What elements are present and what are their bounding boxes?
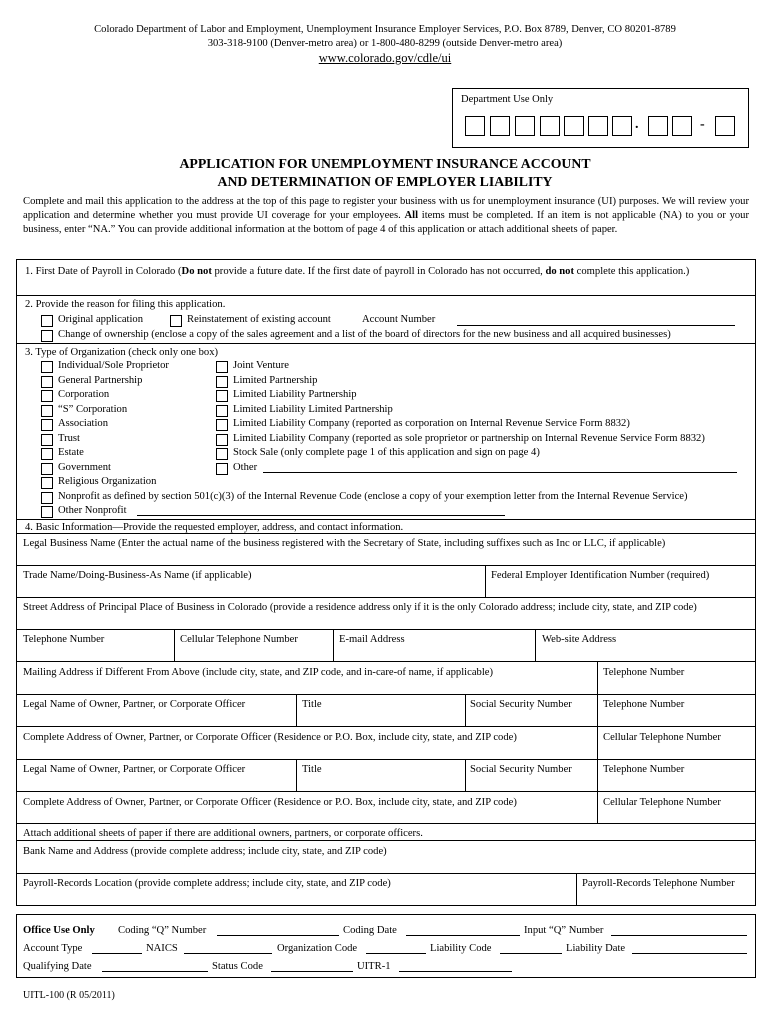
section3-heading: 3. Type of Organization (check only one box) xyxy=(25,347,219,358)
nonprofit-label: Nonprofit as defined by section 501(c)(3) of the Internal Revenue Code (enclose a copy of your exemption letter from the Internal Revenue Service) xyxy=(58,491,688,502)
account-type-label: Account Type xyxy=(23,943,83,954)
org-type-label: Corporation xyxy=(58,389,110,400)
dept-dash: - xyxy=(700,117,705,132)
org-type-checkbox[interactable] xyxy=(216,361,228,373)
owner2-address-field[interactable]: Complete Address of Owner, Partner, or Corporate Officer (Residence or P.O. Box, include city, state, and ZIP code) xyxy=(23,797,517,808)
account-type-field[interactable] xyxy=(92,943,142,954)
department-use-label: Department Use Only xyxy=(461,94,554,105)
org-type-checkbox[interactable] xyxy=(41,361,53,373)
bank-field[interactable]: Bank Name and Address (provide complete address; include city, state, and ZIP code) xyxy=(23,846,387,857)
department-use-box xyxy=(452,88,749,148)
agency-address: Colorado Department of Labor and Employment, Unemployment Insurance Employer Services, P.O. Box 8789, Denver, CO 80201-8789 xyxy=(94,24,676,35)
owner1-name-field[interactable]: Legal Name of Owner, Partner, or Corporate Officer xyxy=(23,699,246,710)
original-application-label: Original application xyxy=(58,314,144,325)
input-q-label: Input “Q” Number xyxy=(524,925,604,936)
org-type-label: Stock Sale (only complete page 1 of this application and sign on page 4) xyxy=(233,447,540,458)
org-type-label: Limited Liability Company (reported as corporation on Internal Revenue Service Form 8832) xyxy=(233,418,630,429)
naics-field[interactable] xyxy=(184,943,272,954)
owner1-address-field[interactable]: Complete Address of Owner, Partner, or Corporate Officer (Residence or P.O. Box, include city, state, and ZIP code) xyxy=(23,732,517,743)
agency-phones: 303-318-9100 (Denver-metro area) or 1-800-480-8299 (outside Denver-metro area) xyxy=(207,38,563,49)
liability-code-label: Liability Code xyxy=(430,943,492,954)
dept-digit-box xyxy=(715,116,735,136)
office-use-box xyxy=(16,914,756,978)
org-type-checkbox[interactable] xyxy=(41,463,53,475)
dept-digit-box xyxy=(588,116,608,136)
account-number-field[interactable] xyxy=(457,315,735,326)
liability-code-field[interactable] xyxy=(500,943,562,954)
dept-digit-box xyxy=(490,116,510,136)
org-code-field[interactable] xyxy=(366,943,426,954)
original-application-checkbox[interactable] xyxy=(41,315,53,327)
form-title-line1: APPLICATION FOR UNEMPLOYMENT INSURANCE ACCOUNT xyxy=(179,156,591,171)
liability-date-field[interactable] xyxy=(632,943,747,954)
org-type-checkbox[interactable] xyxy=(216,405,228,417)
status-code-label: Status Code xyxy=(212,961,263,972)
agency-website-link[interactable]: www.colorado.gov/cdle/ui xyxy=(318,51,452,65)
application-form xyxy=(16,259,756,906)
owner2-phone-field[interactable]: Telephone Number xyxy=(603,764,685,775)
attach-sheets-note: Attach additional sheets of paper if there are additional owners, partners, or corporate officers. xyxy=(23,828,423,839)
input-q-field[interactable] xyxy=(611,925,747,936)
org-type-label: Government xyxy=(58,462,111,473)
dept-digit-box xyxy=(465,116,485,136)
website-field[interactable]: Web-site Address xyxy=(542,634,617,645)
qualifying-date-field[interactable] xyxy=(102,961,208,972)
account-number-label: Account Number xyxy=(362,314,436,325)
trade-name-field[interactable]: Trade Name/Doing-Business-As Name (if applicable) xyxy=(23,570,252,581)
org-type-checkbox[interactable] xyxy=(41,477,53,489)
section2-heading: 2. Provide the reason for filing this application. xyxy=(25,299,226,310)
org-type-checkbox[interactable] xyxy=(41,376,53,388)
other-nonprofit-field[interactable] xyxy=(137,505,505,516)
reinstatement-label: Reinstatement of existing account xyxy=(187,314,331,325)
org-type-checkbox[interactable] xyxy=(216,434,228,446)
org-type-checkbox[interactable] xyxy=(41,405,53,417)
owner1-title-field[interactable]: Title xyxy=(302,699,322,710)
status-code-field[interactable] xyxy=(271,961,353,972)
org-type-label: Other xyxy=(233,462,258,473)
org-type-checkbox[interactable] xyxy=(216,376,228,388)
org-type-checkbox[interactable] xyxy=(216,463,228,475)
coding-date-field[interactable] xyxy=(406,925,520,936)
fein-field[interactable]: Federal Employer Identification Number (required) xyxy=(491,570,710,581)
org-type-checkbox[interactable] xyxy=(41,434,53,446)
dept-digit-box xyxy=(564,116,584,136)
owner1-phone-field[interactable]: Telephone Number xyxy=(603,699,685,710)
dept-digit-box xyxy=(540,116,560,136)
mailing-address-field[interactable]: Mailing Address if Different From Above (include city, state, and ZIP code, and in-care-of name, if applicable) xyxy=(23,667,493,678)
org-type-checkbox[interactable] xyxy=(41,419,53,431)
change-ownership-checkbox[interactable] xyxy=(41,330,53,342)
org-type-checkbox[interactable] xyxy=(216,419,228,431)
owner2-cell-field[interactable]: Cellular Telephone Number xyxy=(603,797,721,808)
reinstatement-checkbox[interactable] xyxy=(170,315,182,327)
org-type-checkbox[interactable] xyxy=(216,448,228,460)
org-type-label: Association xyxy=(58,418,109,429)
org-type-label: Limited Liability Limited Partnership xyxy=(233,404,393,415)
org-type-label: Limited Liability Company (reported as sole proprietor or partnership on Internal Revenue Service Form 8832) xyxy=(233,433,705,444)
payroll-location-field[interactable]: Payroll-Records Location (provide complete address; include city, state, and ZIP code) xyxy=(23,878,391,889)
payroll-phone-field[interactable]: Payroll-Records Telephone Number xyxy=(582,878,735,889)
dept-digit-box xyxy=(612,116,632,136)
nonprofit-checkbox[interactable] xyxy=(41,492,53,504)
dept-digit-box xyxy=(672,116,692,136)
section1-first-payroll-date[interactable]: 1. First Date of Payroll in Colorado (Do not provide a future date. If the first date of payroll in Colorado has not occurred, do not complete this application.) xyxy=(25,266,690,277)
org-type-checkbox[interactable] xyxy=(41,448,53,460)
other-org-type-field[interactable] xyxy=(263,462,737,473)
dept-digit-box xyxy=(648,116,668,136)
org-code-label: Organization Code xyxy=(277,943,358,954)
change-ownership-label: Change of ownership (enclose a copy of the sales agreement and a list of the board of directors for the new business and all acquired businesses) xyxy=(58,329,671,340)
org-type-label: General Partnership xyxy=(58,375,143,386)
intro-paragraph: Complete and mail this application to the address at the top of this page to register your business with us for unemployment insurance (UI) purposes. We will review your application and determine whether you must provide UI coverage for your employees. All items must be completed. If an item is not applicable (NA) to you or your business, enter “NA.” You can provide additional information at the bottom of page 4 of this application or attach additional sheets of paper. xyxy=(23,196,749,236)
other-nonprofit-checkbox[interactable] xyxy=(41,506,53,518)
org-type-label: Religious Organization xyxy=(58,476,157,487)
form-title-line2: AND DETERMINATION OF EMPLOYER LIABILITY xyxy=(217,174,553,189)
org-type-label: “S” Corporation xyxy=(58,404,128,415)
org-type-label: Estate xyxy=(58,447,84,458)
coding-date-label: Coding Date xyxy=(343,925,397,936)
org-type-label: Joint Venture xyxy=(233,360,290,371)
dept-digit-box xyxy=(515,116,535,136)
org-type-label: Individual/Sole Proprietor xyxy=(58,360,169,371)
naics-label: NAICS xyxy=(146,943,178,954)
org-type-label: Trust xyxy=(58,433,80,444)
owner2-ssn-field[interactable]: Social Security Number xyxy=(470,764,572,775)
coding-q-label: Coding “Q” Number xyxy=(118,925,207,936)
org-type-checkbox[interactable] xyxy=(216,390,228,402)
coding-q-field[interactable] xyxy=(217,925,339,936)
owner2-title-field[interactable]: Title xyxy=(302,764,322,775)
org-type-checkbox[interactable] xyxy=(41,390,53,402)
liability-date-label: Liability Date xyxy=(566,943,626,954)
street-address-field[interactable]: Street Address of Principal Place of Business in Colorado (provide a residence address only if it is the only Colorado address; include city, state, and ZIP code) xyxy=(23,602,697,613)
other-nonprofit-label: Other Nonprofit xyxy=(58,505,127,516)
form-id: UITL-100 (R 05/2011) xyxy=(23,990,115,1001)
owner2-name-field[interactable]: Legal Name of Owner, Partner, or Corporate Officer xyxy=(23,764,246,775)
section4-heading: 4. Basic Information—Provide the requested employer, address, and contact information. xyxy=(25,522,404,533)
org-type-label: Limited Partnership xyxy=(233,375,318,386)
uitr-field[interactable] xyxy=(399,961,512,972)
owner1-ssn-field[interactable]: Social Security Number xyxy=(470,699,572,710)
org-type-label: Limited Liability Partnership xyxy=(233,389,357,400)
dept-dot: . xyxy=(635,117,639,132)
uitr-label: UITR-1 xyxy=(357,961,391,972)
telephone-field[interactable]: Telephone Number xyxy=(23,634,105,645)
mailing-telephone-field[interactable]: Telephone Number xyxy=(603,667,685,678)
legal-business-name-field[interactable]: Legal Business Name (Enter the actual name of the business registered with the Secretary of State, including suffixes such as Inc or LLC, if applicable) xyxy=(23,538,666,549)
email-field[interactable]: E-mail Address xyxy=(339,634,405,645)
office-use-label: Office Use Only xyxy=(23,925,95,936)
owner1-cell-field[interactable]: Cellular Telephone Number xyxy=(603,732,721,743)
cellular-field[interactable]: Cellular Telephone Number xyxy=(180,634,298,645)
qualifying-date-label: Qualifying Date xyxy=(23,961,92,972)
